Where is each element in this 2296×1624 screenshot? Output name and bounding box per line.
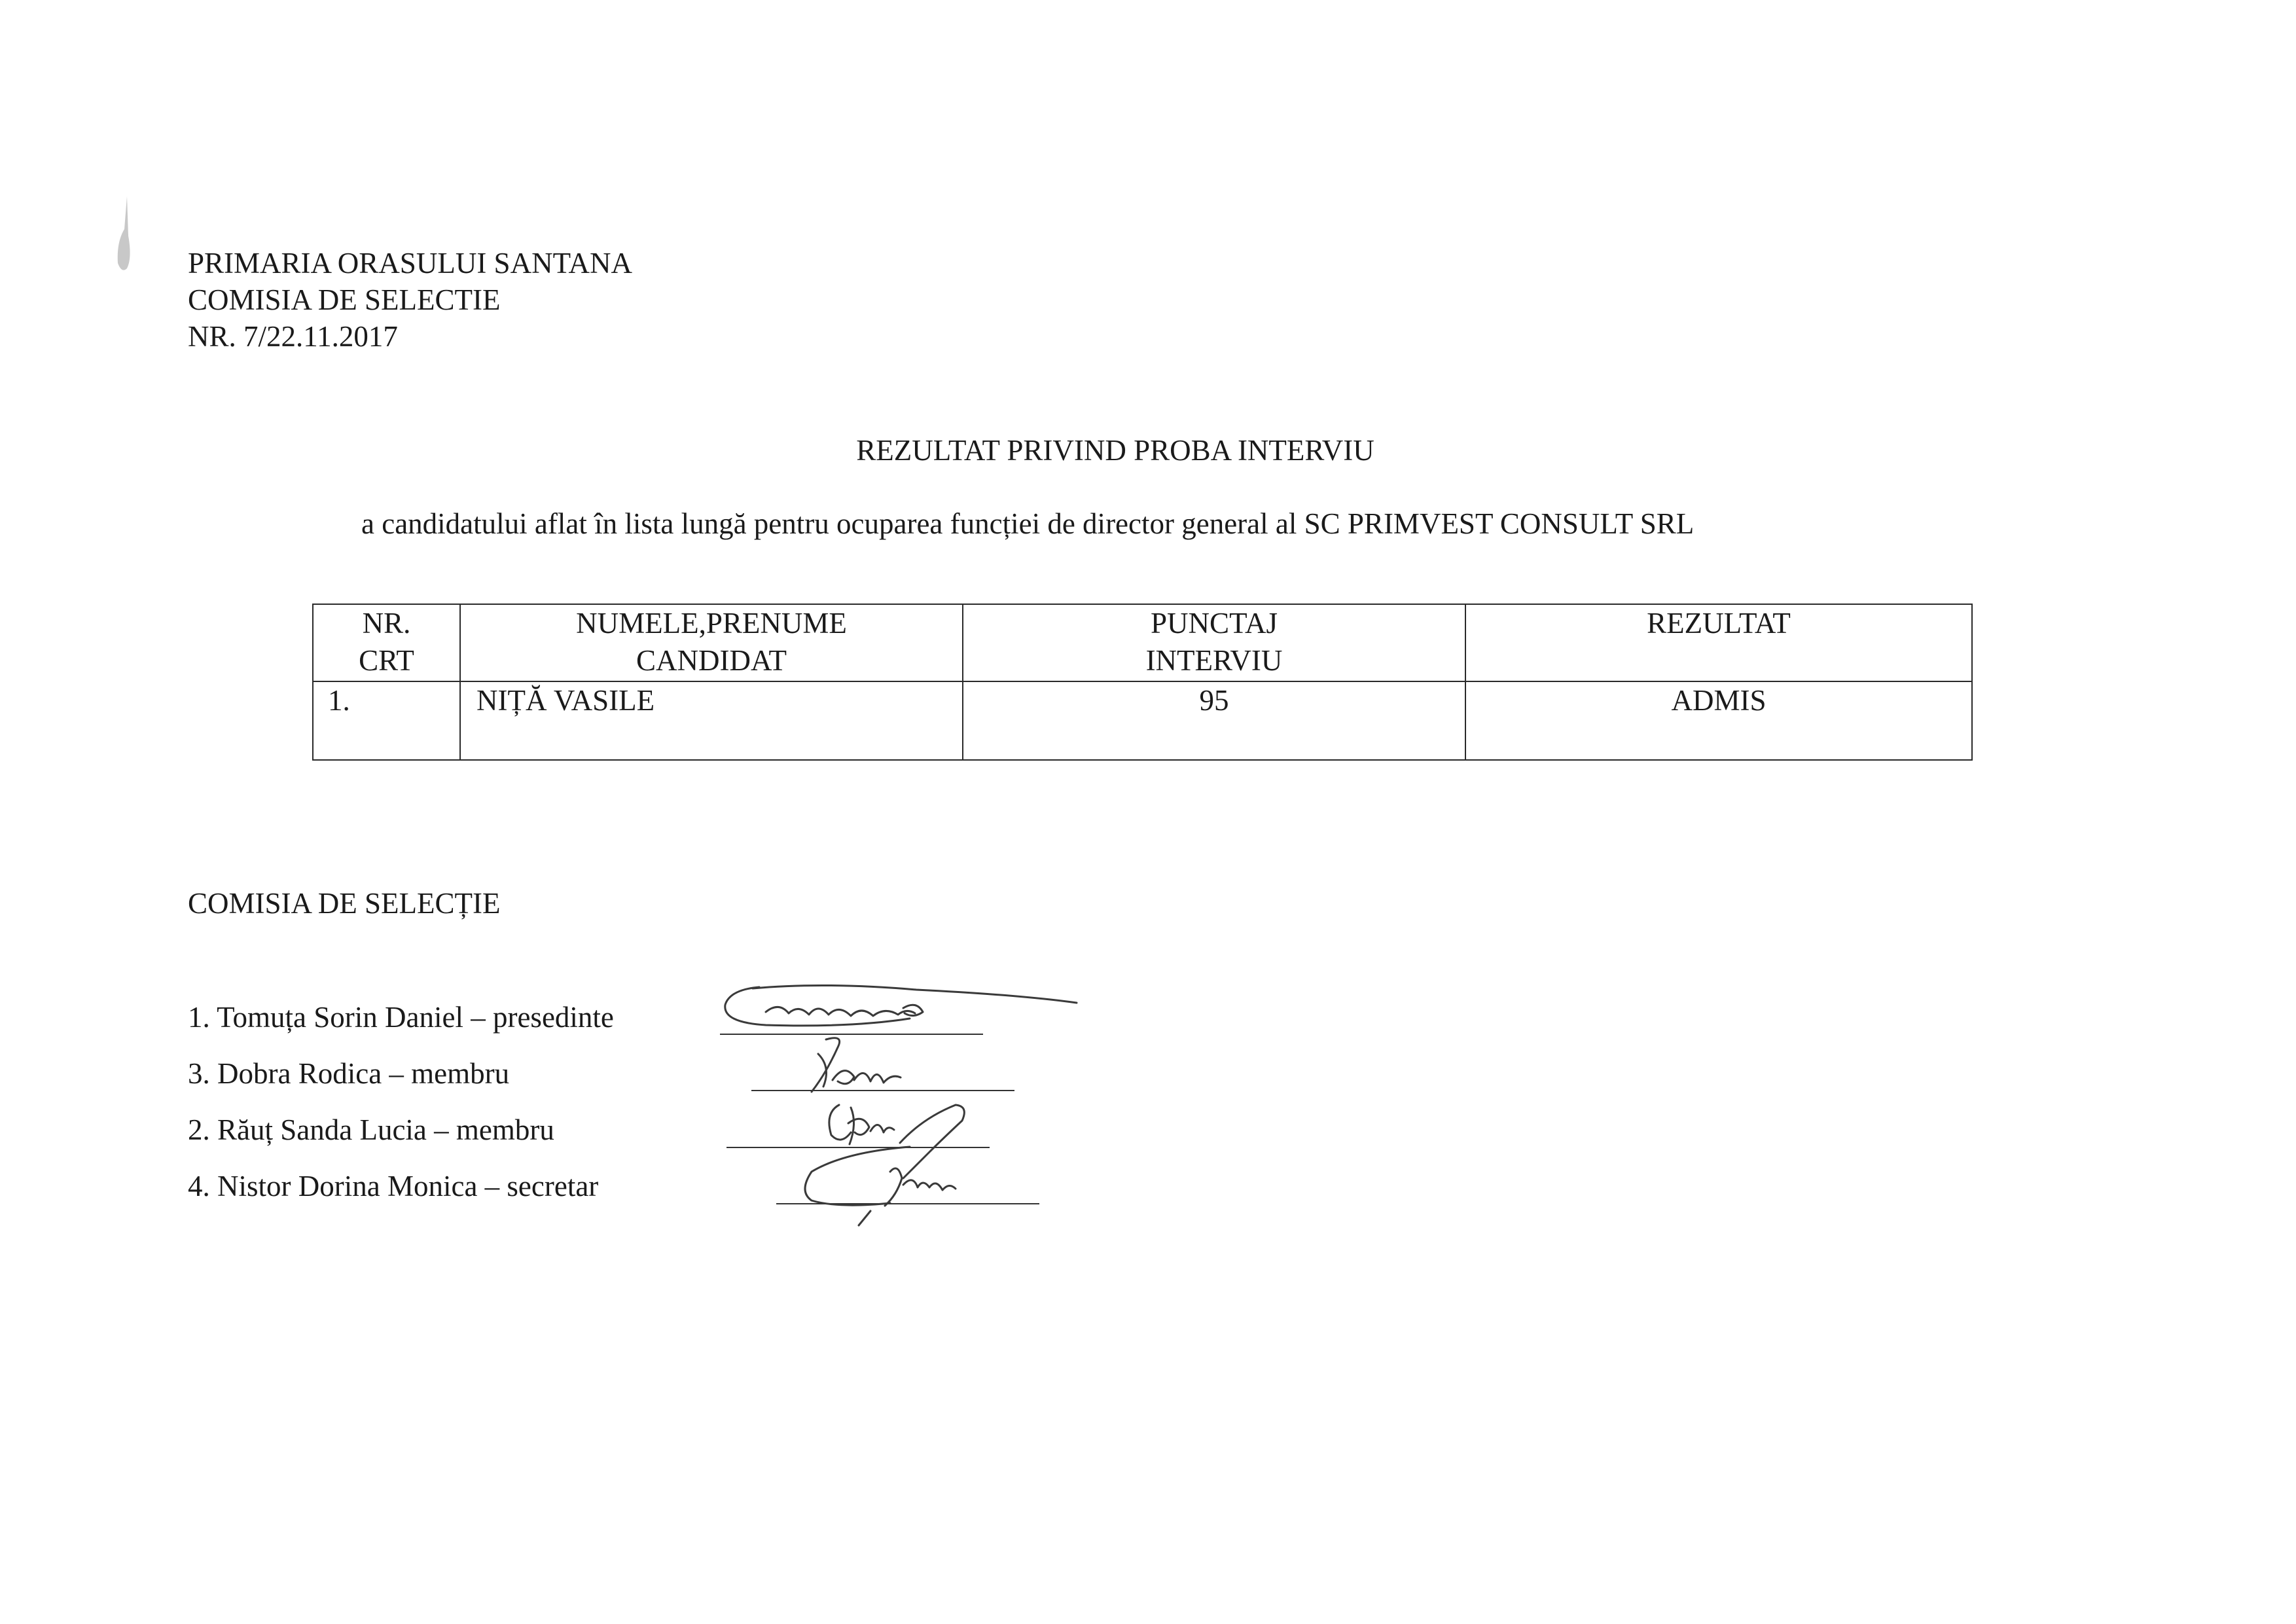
signature-line-4 [776,1203,1039,1204]
scan-mark [105,190,144,288]
signature-line-3 [726,1147,990,1148]
signature-icon [812,1038,901,1092]
results-table [312,604,1973,761]
member-4: 4. Nistor Dorina Monica – secretar [188,1170,599,1202]
cell-score: 95 [963,681,1465,760]
member-3: 2. Răuț Sanda Lucia – membru [188,1113,554,1146]
commission-heading: COMISIA DE SELECȚIE [188,887,501,920]
table-header-row [313,604,1972,681]
member-1: 1. Tomuța Sorin Daniel – presedinte [188,1001,614,1034]
header-interview-score: PUNCTAJ INTERVIU [963,604,1465,681]
signature-line-2 [751,1090,1014,1091]
header-result: REZULTAT [1465,604,1972,681]
table-row [313,681,1972,760]
document-header [188,245,632,355]
header-nr-crt: NR. CRT [313,604,460,681]
signature-icon [725,985,1077,1025]
cell-result: ADMIS [1465,681,1972,760]
cell-candidate-name: NIȚĂ VASILE [460,681,963,760]
signature-line-1 [720,1034,983,1035]
header-candidate-name: NUMELE,PRENUME CANDIDAT [460,604,963,681]
document-subtitle: a candidatului aflat în lista lungă pentru ocuparea funcției de director general al SC PRIMVEST CONSULT SRL [361,507,1695,540]
document-title: REZULTAT PRIVIND PROBA INTERVIU [856,434,1374,467]
signature-icon [829,1105,964,1178]
cell-nr: 1. [313,681,460,760]
signature-icon [805,1147,956,1225]
document-number: NR. 7/22.11.2017 [188,320,398,353]
commission-name: COMISIA DE SELECTIE [188,283,501,316]
member-2: 3. Dobra Rodica – membru [188,1057,510,1090]
institution-name: PRIMARIA ORASULUI SANTANA [188,247,632,280]
